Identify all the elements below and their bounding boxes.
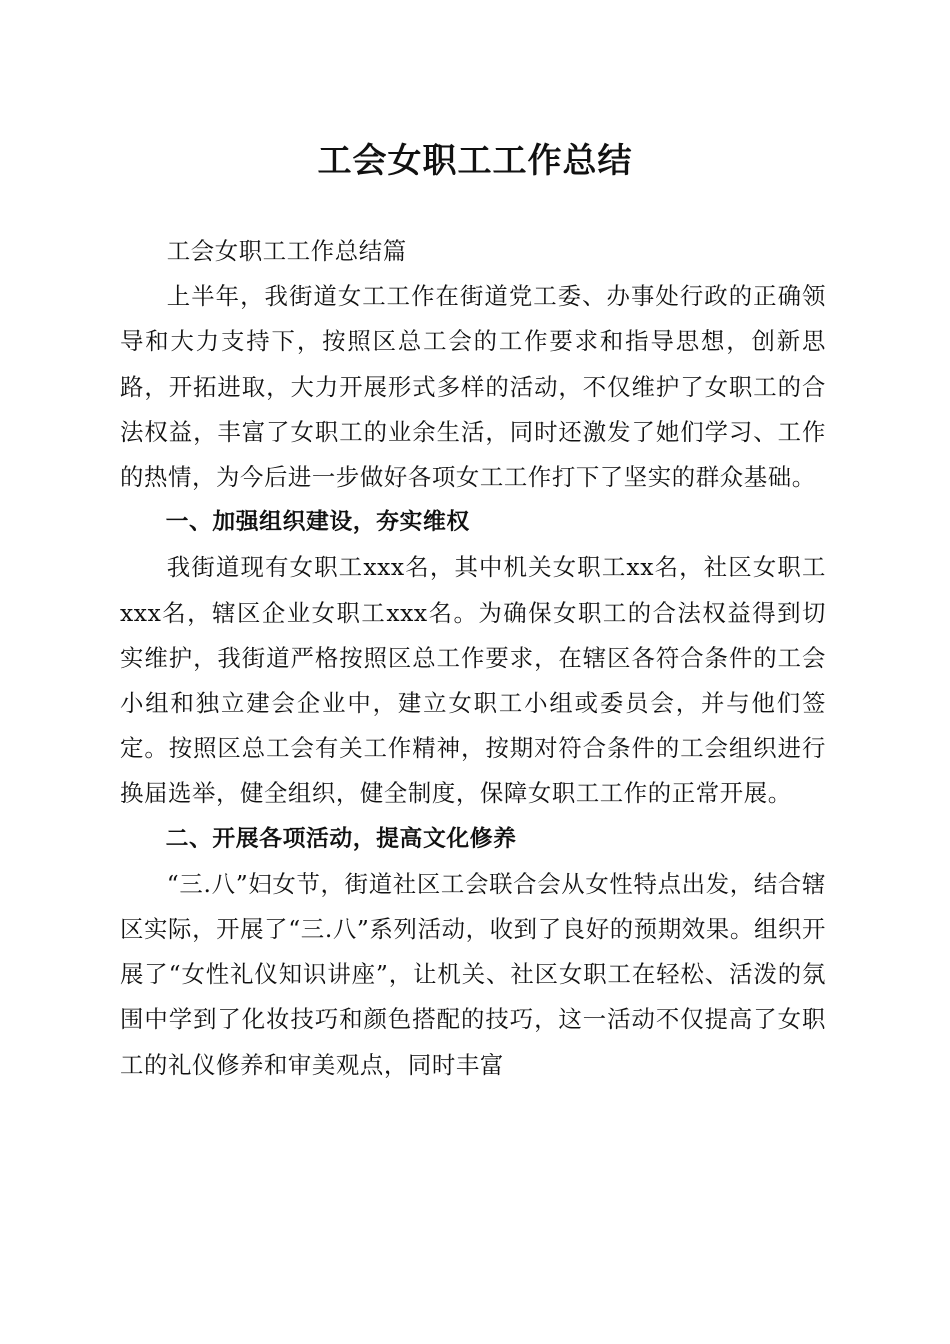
intro-paragraph: 上半年，我街道女工工作在街道党工委、办事处行政的正确领导和大力支持下，按照区总工会的工作要求和指导思想，创新思路，开拓进取，大力开展形式多样的活动，不仅维护了女职工的合法权益，丰富了女职工的业余生活，同时还激发了她们学习、工作的热情，为今后进一步做好各项女工工作打下了坚实的群众基础。 [120, 282, 826, 492]
section-paragraph-1: 我街道现有女职工xxx名，其中机关女职工xx名，社区女职工xxx名，辖区企业女职工xxx名。为确保女职工的合法权益得到切实维护，我街道严格按照区总工作要求，在辖区各符合条件的工会小组和独立建会企业中，建立女职工小组或委员会，并与他们签定。按照区总工会有关工作精神，按期对符合条件的工会组织进行换届选举，健全组织，健全制度，保障女职工工作的正常开展。 [120, 553, 826, 808]
document-body [120, 229, 826, 1088]
document-subtitle: 工会女职工工作总结篇 [166, 237, 407, 265]
section-heading-1: 一、加强组织建设，夯实维权 [165, 509, 470, 536]
section-paragraph-2: “三.八”妇女节，街道社区工会联合会从女性特点出发，结合辖区实际，开展了“三.八”系列活动，收到了良好的预期效果。组织开展了“女性礼仪知识讲座”，让机关、社区女职工在轻松、活泼的氛围中学到了化妆技巧和颜色搭配的技巧，这一活动不仅提高了女职工的礼仪修养和审美观点，同时丰富 [120, 869, 826, 1079]
section-heading-2: 二、开展各项活动，提高文化修养 [165, 825, 517, 852]
document-title: 工会女职工工作总结 [317, 141, 633, 181]
